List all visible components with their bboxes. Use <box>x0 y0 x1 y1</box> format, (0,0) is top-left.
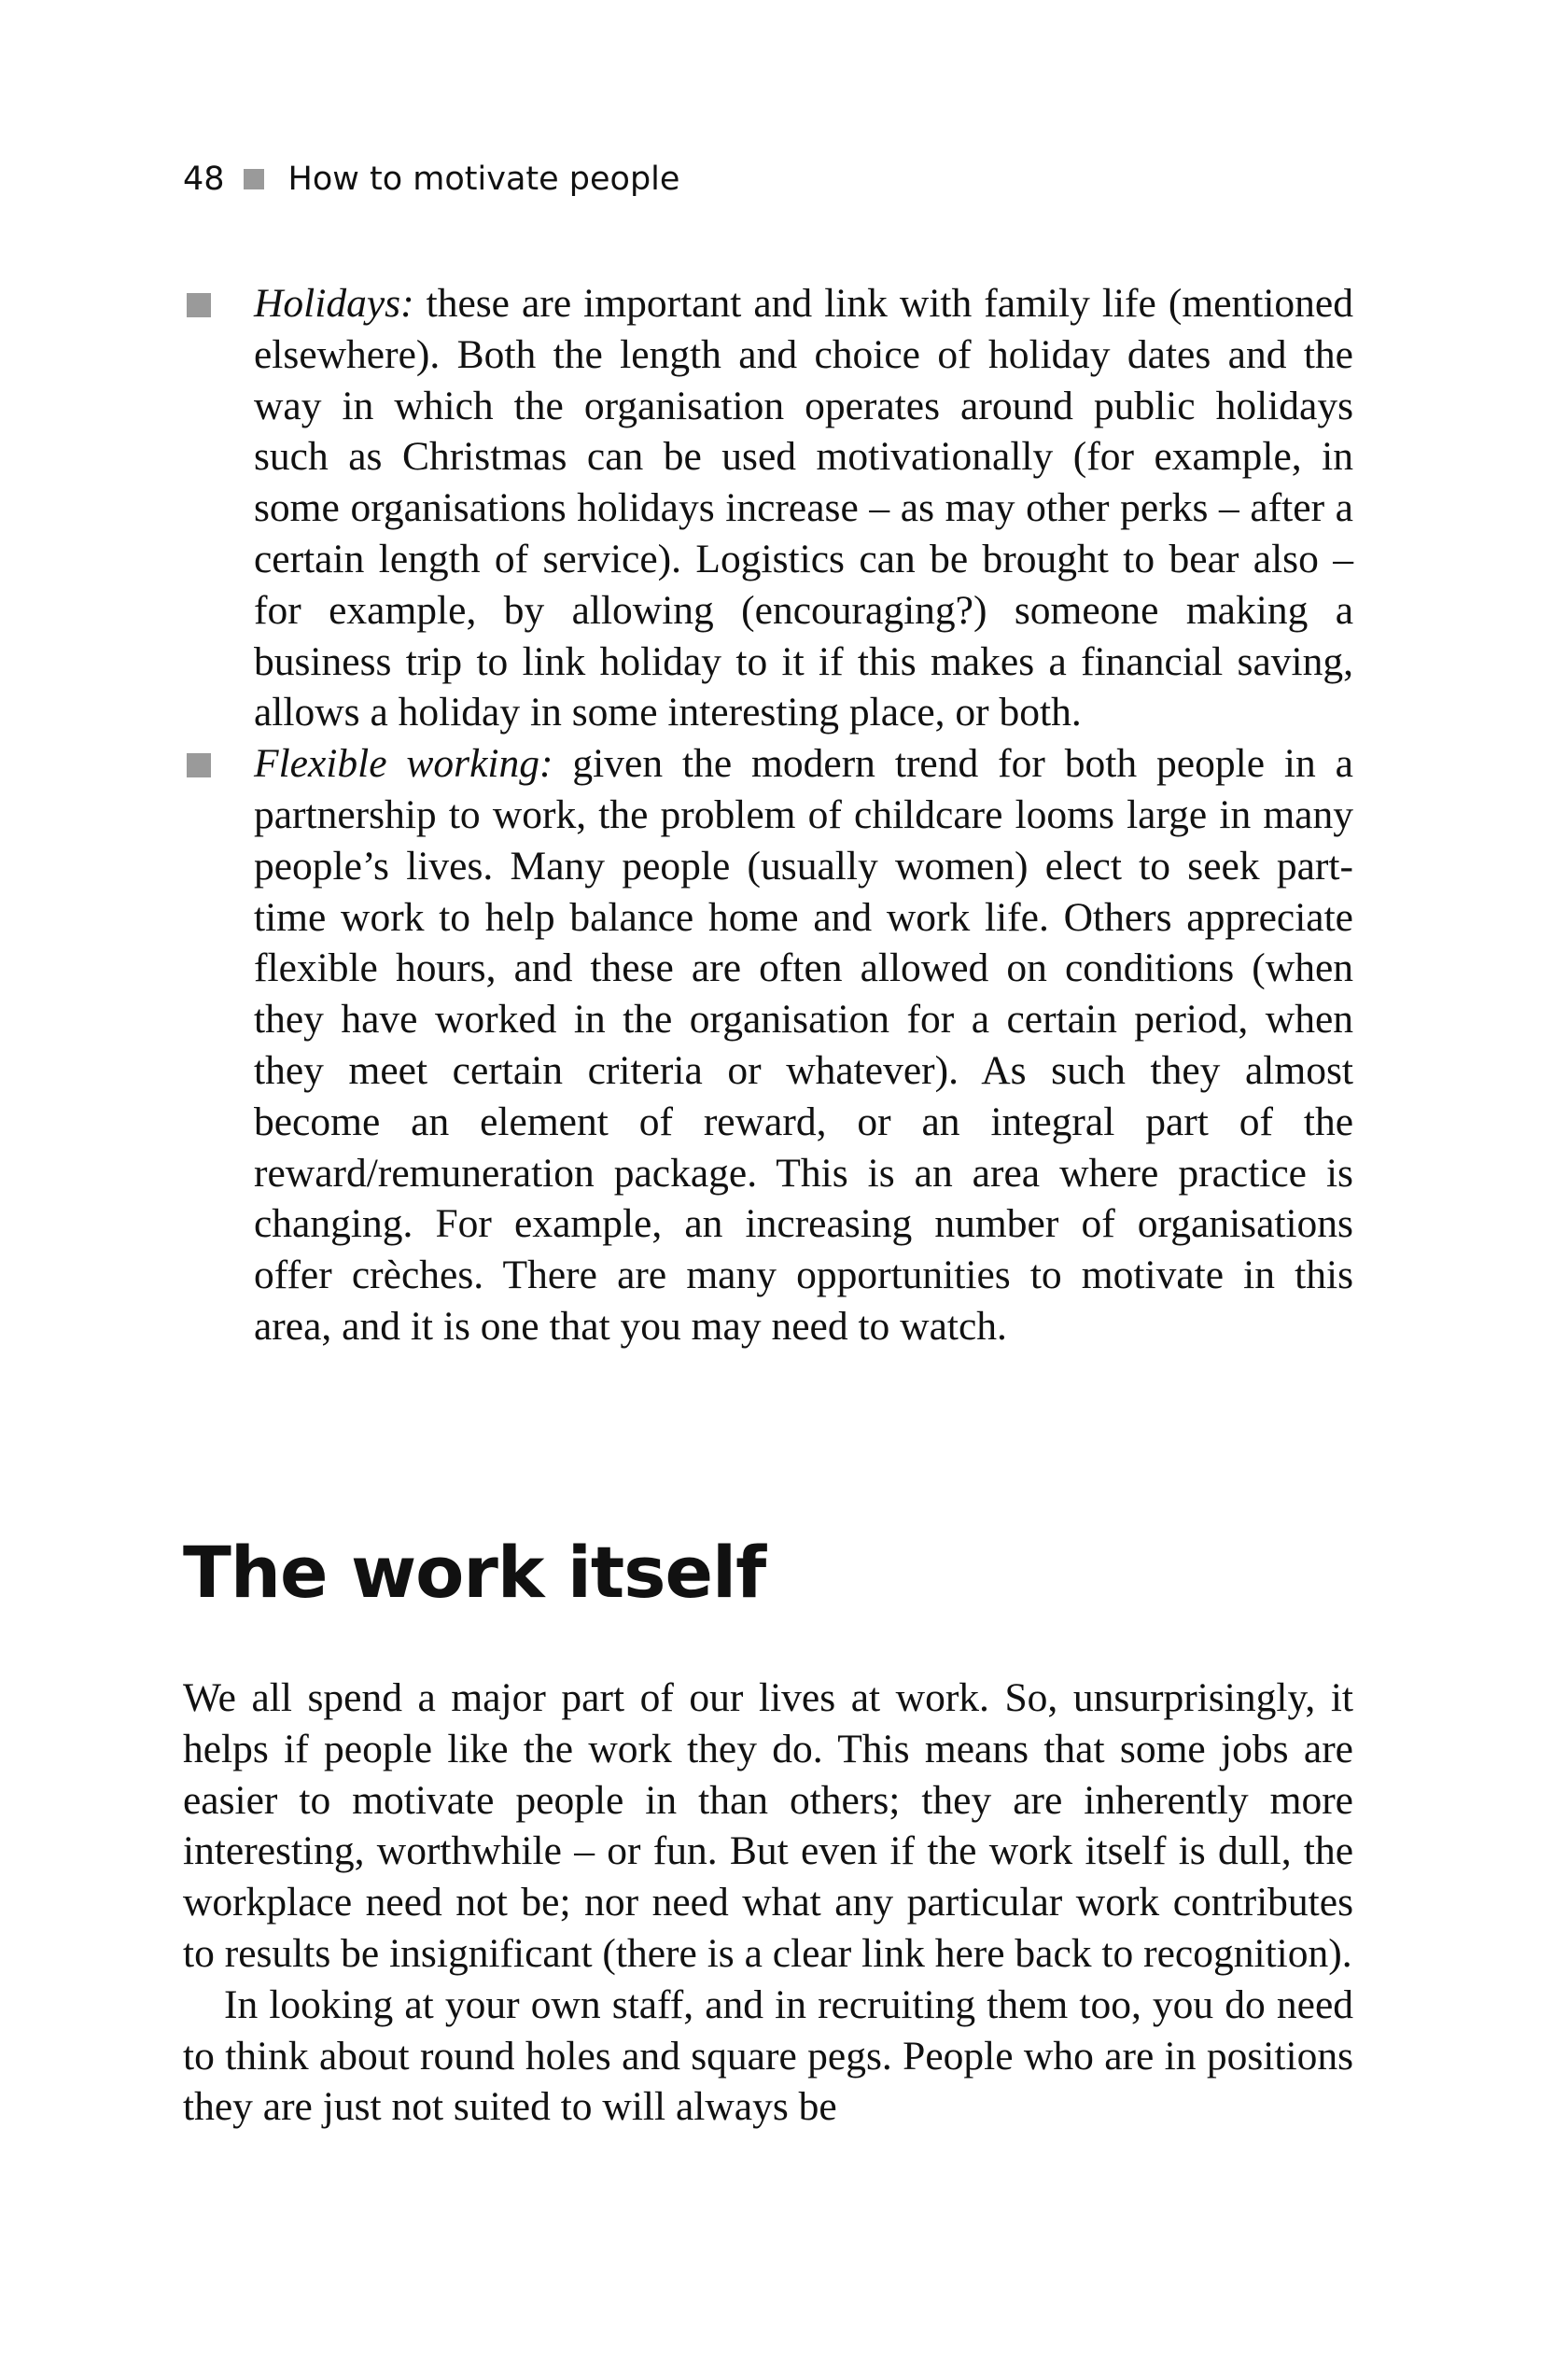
running-title: How to motivate people <box>287 161 680 198</box>
header-square-icon <box>244 169 264 189</box>
bullet-square-icon <box>187 753 211 777</box>
bullet-term: Holidays: <box>254 281 414 326</box>
paragraph: We all spend a major part of our lives at work. So, unsurprisingly, it helps if people like the work they do. This means that some jobs are easier to motivate people in than others; they are inherently more interesting, worthwhile – or fun. But even if the work itself is dull, the workplace need not be; nor need what any particular work contributes to results be insignificant (there is a clear link here back to recognition). <box>183 1675 1353 1976</box>
bullet-list <box>254 278 1353 1352</box>
paragraph: In looking at your own staff, and in recruiting them too, you do need to think about round holes and square pegs. People who are in positions they are just not suited to will always be <box>183 1981 1353 2130</box>
bullet-item-flexible-working <box>254 738 1353 1352</box>
bullet-term: Flexible working: <box>254 741 553 787</box>
running-header <box>183 157 679 202</box>
bullet-item-holidays <box>254 278 1353 738</box>
page-number: 48 <box>183 161 225 198</box>
bullet-text: given the modern trend for both people in a partnership to work, the problem of childcare looms large in many people’s lives. Many people (usually women) elect to seek part-time work to help balance home and work life. Others appreciate flexible hours, and these are often allowed on conditions (when they have worked in the organisation for a certain period, when they meet certain criteria or whatever). As such they almost become an element of reward, or an integral part of the reward/remuneration package. This is an area where practice is changing. For example, an increasing number of organisations offer crèches. There are many opportunities to motivate in this area, and it is one that you may need to watch. <box>254 741 1353 1349</box>
bullet-square-icon <box>187 293 211 317</box>
section-heading: The work itself <box>183 1531 766 1614</box>
section-body <box>183 1673 1353 2133</box>
bullet-text: these are important and link with family life (mentioned elsewhere). Both the length and choice of holiday dates and the way in which the organisation operates around public holidays such as Christmas can be used motivationally (for example, in some organisations holidays increase – as may other perks – after a certain length of service). Logistics can be brought to bear also – for example, by allowing (encouraging?) someone making a business trip to link holiday to it if this makes a financial saving, allows a holiday in some interesting place, or both. <box>254 281 1353 735</box>
